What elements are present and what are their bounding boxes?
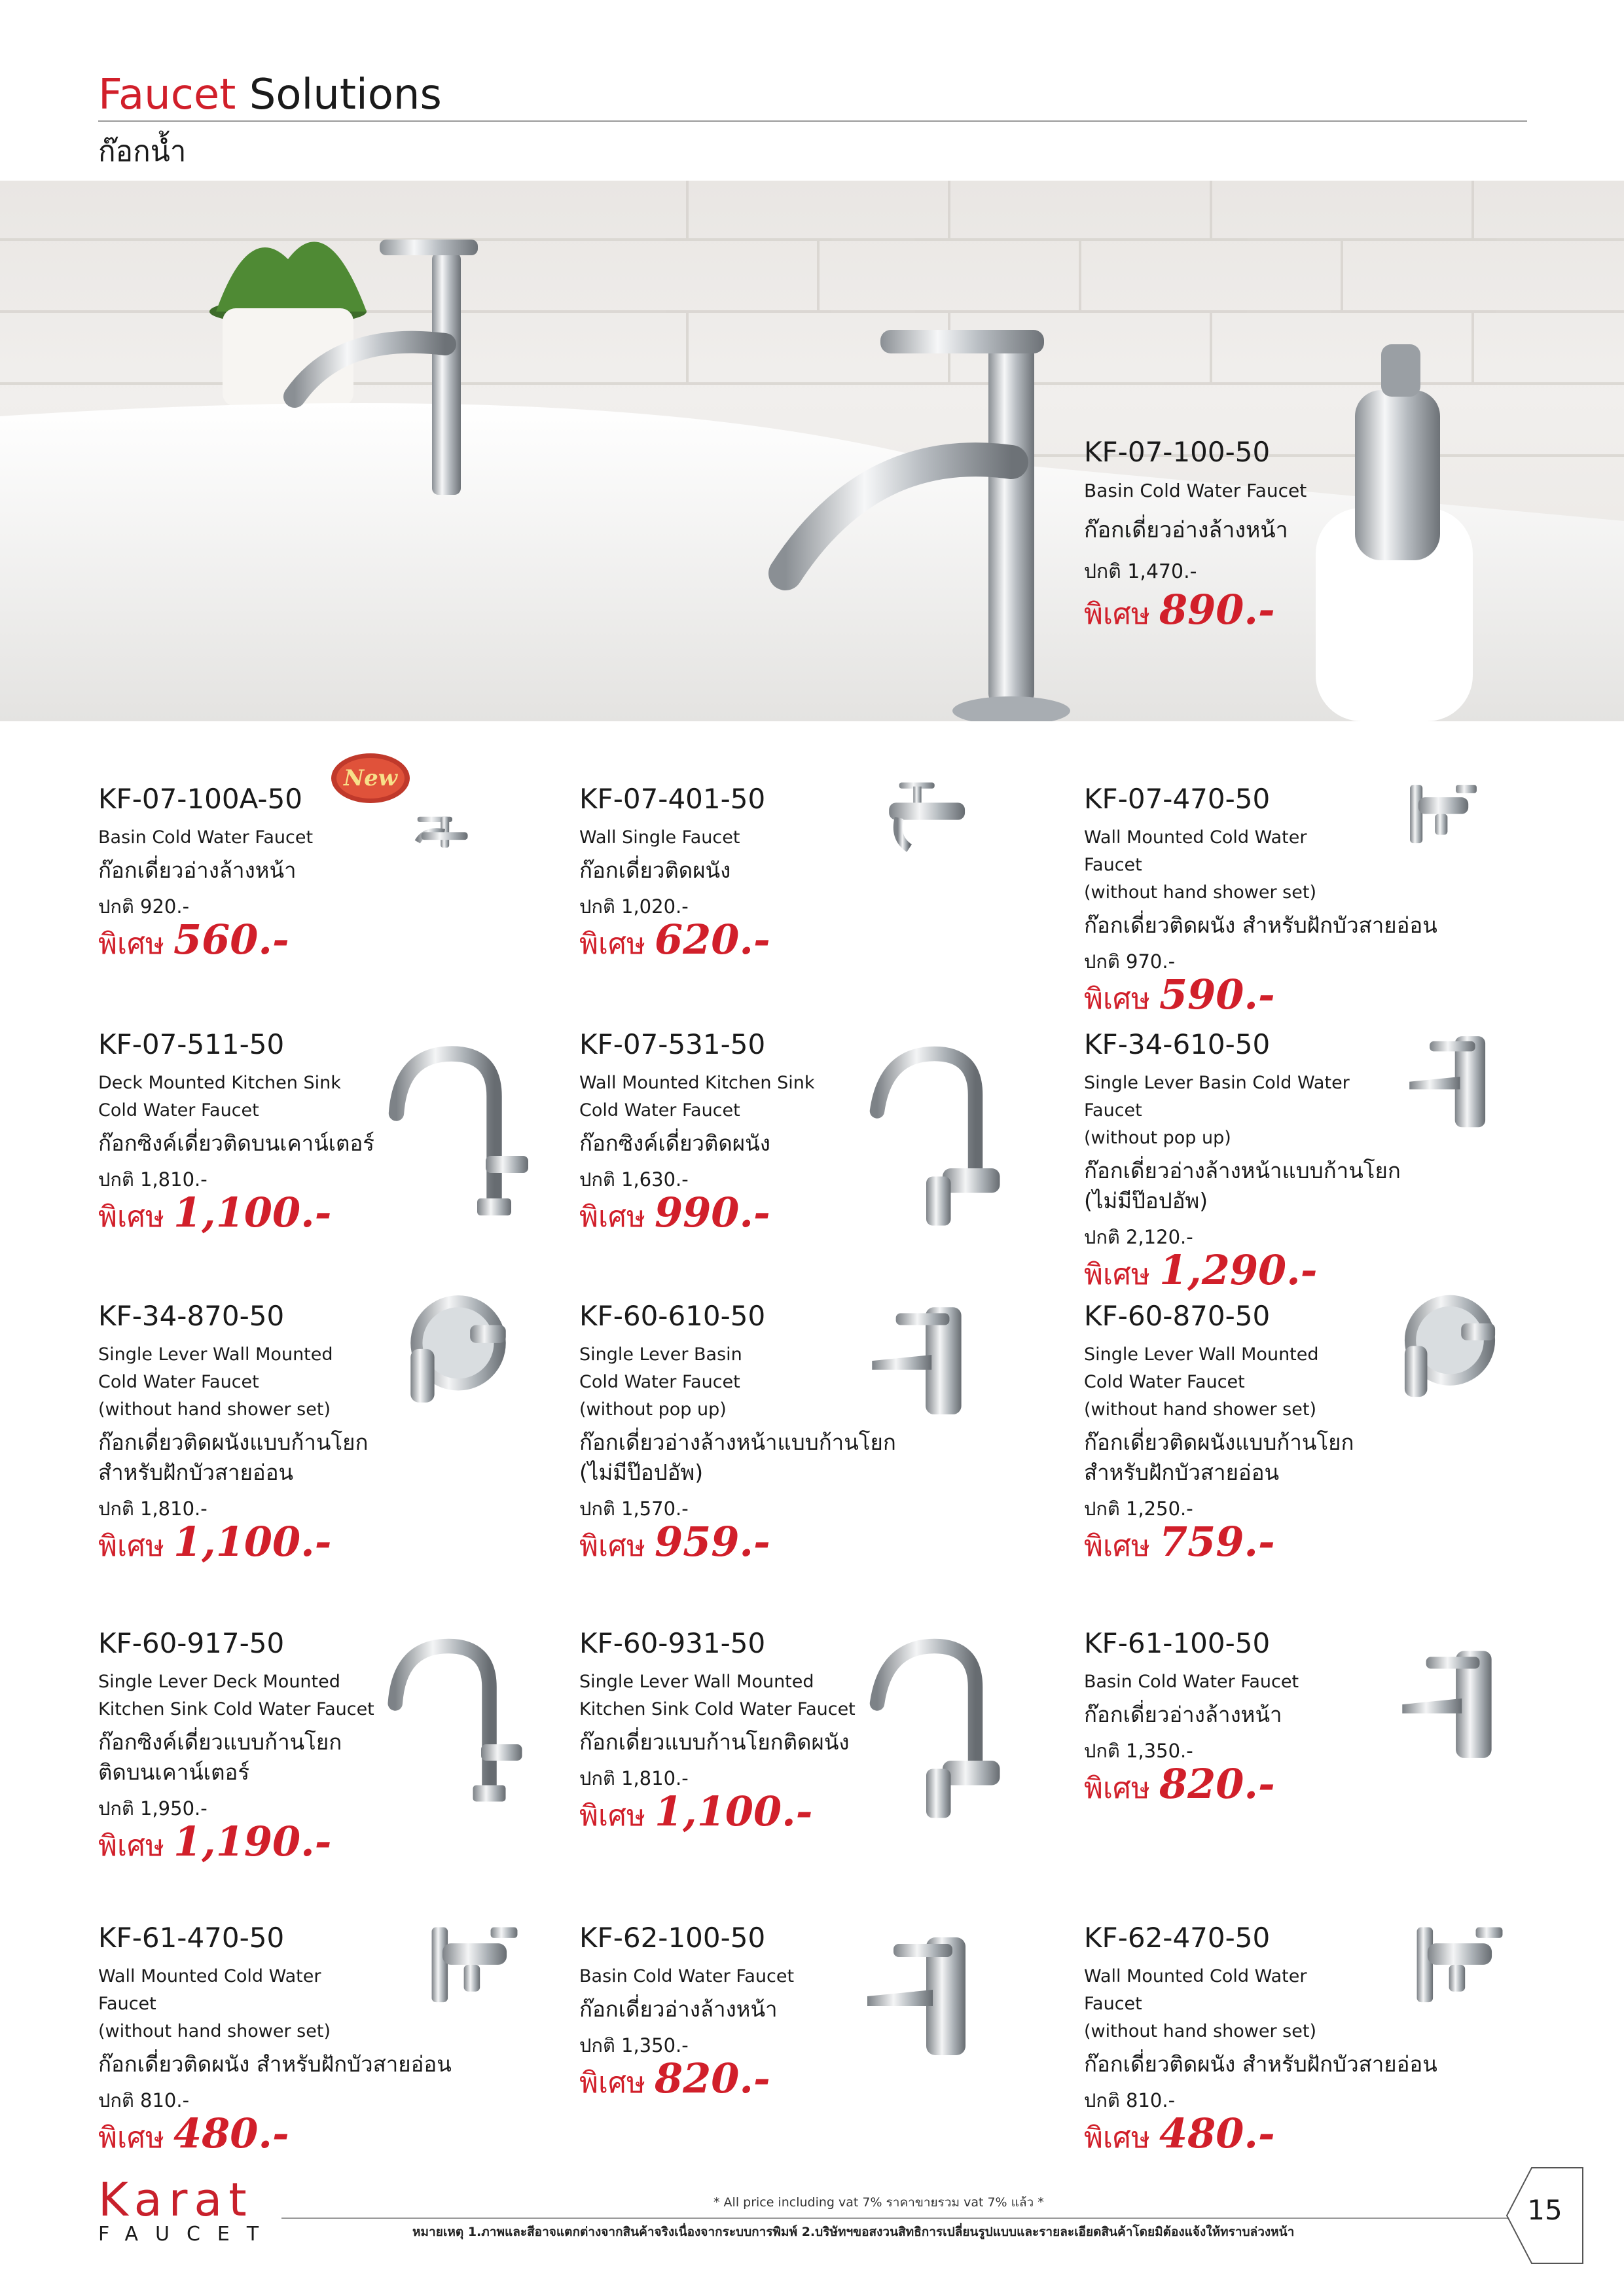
special-label: พิเศษ xyxy=(579,927,645,961)
special-label: พิเศษ xyxy=(1084,1530,1150,1563)
product-thai-name: ก๊อกเดี่ยวติดผนัง xyxy=(579,857,731,883)
product-thai-name: ก๊อกเดี่ยวอ่างล้างหน้า xyxy=(579,1996,778,2022)
special-label: พิเศษ xyxy=(579,2066,645,2100)
normal-price: ปกติ 1,250.- xyxy=(1084,1498,1193,1520)
hero-product-name: Basin Cold Water Faucet xyxy=(1084,480,1307,501)
product-thai-name: ก๊อกเดี่ยวอ่างล้างหน้าแบบก้านโยก (ไม่มีป๊อปอัพ) xyxy=(1084,1158,1401,1213)
product-code: KF-60-870-50 xyxy=(1084,1300,1271,1332)
special-label: พิเศษ xyxy=(1084,598,1150,631)
page-subtitle: ก๊อกน้ำ xyxy=(98,135,187,168)
product-thai-name: ก๊อกซิงค์เดี่ยวแบบก้านโยก ติดบนเคาน์เตอร์ xyxy=(98,1729,342,1785)
product-thai-name: ก๊อกเดี่ยวติดผนัง สำหรับฝักบัวสายอ่อน xyxy=(1084,912,1437,938)
product-name: Wall Mounted Cold Water Faucet (without hand shower set) xyxy=(1084,827,1316,903)
new-badge-text: New xyxy=(344,765,397,791)
normal-price: ปกติ 810.- xyxy=(98,2089,190,2111)
basin-faucet-icon xyxy=(373,805,524,890)
product-name: Single Lever Wall Mounted Kitchen Sink Cold Water Faucet xyxy=(579,1672,856,1719)
brand-name: Karat xyxy=(98,2173,253,2227)
product-code: KF-07-511-50 xyxy=(98,1028,285,1060)
normal-price: ปกติ 970.- xyxy=(1084,950,1176,973)
product-name: Wall Mounted Kitchen Sink Cold Water Faucet xyxy=(579,1073,815,1121)
special-price-value: 480.- xyxy=(1159,2110,1275,2157)
product-thai-name: ก๊อกเดี่ยวอ่างล้างหน้า xyxy=(98,857,297,883)
normal-price: ปกติ 1,630.- xyxy=(579,1168,689,1191)
special-price-value: 820.- xyxy=(1159,1760,1275,1808)
normal-price: ปกติ 810.- xyxy=(1084,2089,1176,2111)
normal-price: ปกติ 2,120.- xyxy=(1084,1226,1193,1248)
product-thai-name: ก๊อกเดี่ยวอ่างล้างหน้า xyxy=(1084,1702,1282,1727)
special-price-value: 1,190.- xyxy=(173,1818,332,1865)
lever-basin-faucet-icon xyxy=(1381,1633,1519,1764)
product-name: Single Lever Basin Cold Water Faucet (without pop up) xyxy=(1084,1073,1350,1148)
product-code: KF-34-610-50 xyxy=(1084,1028,1271,1060)
special-label: พิเศษ xyxy=(1084,2121,1150,2155)
product-code: KF-60-610-50 xyxy=(579,1300,766,1332)
product-name: Wall Mounted Cold Water Faucet (without hand shower set) xyxy=(98,1966,331,2041)
normal-price: ปกติ 1,810.- xyxy=(579,1767,689,1789)
page-title xyxy=(98,71,442,119)
normal-price: ปกติ 1,350.- xyxy=(579,2034,689,2056)
product-name: Deck Mounted Kitchen Sink Cold Water Faucet xyxy=(98,1073,341,1121)
title-rest: Solutions xyxy=(249,71,442,119)
special-price xyxy=(579,918,1038,972)
special-price-value: 1,290.- xyxy=(1159,1246,1318,1294)
hero-product-thai-name: ก๊อกเดี่ยวอ่างล้างหน้า xyxy=(1084,517,1288,543)
special-price xyxy=(98,2112,556,2166)
product-code: KF-61-100-50 xyxy=(1084,1627,1271,1659)
wall-faucet-icon xyxy=(864,772,995,884)
footer-remark: หมายเหตุ 1.ภาพและสีอาจแตกต่างจากสินค้าจริงเนื่องจากระบบการพิมพ์ 2.บริษัทฯขอสงวนสิทธิการเปลี่ยนรูปแบบและรายละเอียดสินค้าโดยมิต้องแจ้งให้ทราบล่วงหน้า xyxy=(412,2225,1295,2239)
product-thai-name: ก๊อกซิงค์เดี่ยวติดผนัง xyxy=(579,1130,770,1156)
product-name: Single Lever Basin Cold Water Faucet (without pop up) xyxy=(579,1344,742,1420)
shower-valve-icon xyxy=(1394,1911,1525,2029)
product-name: Wall Mounted Cold Water Faucet (without hand shower set) xyxy=(1084,1966,1316,2041)
kitchen-faucet-icon xyxy=(367,1015,537,1263)
brand-logo xyxy=(98,2173,276,2246)
lever-basin-faucet-icon xyxy=(1388,1021,1512,1132)
special-price xyxy=(98,918,556,972)
product-name: Basin Cold Water Faucet xyxy=(98,827,314,848)
product-thai-name: ก๊อกเดี่ยวติดผนัง สำหรับฝักบัวสายอ่อน xyxy=(98,2051,452,2077)
product-name: Single Lever Wall Mounted Cold Water Faucet (without hand shower set) xyxy=(98,1344,333,1420)
special-label: พิเศษ xyxy=(579,1799,645,1833)
product-name: Basin Cold Water Faucet xyxy=(1084,1672,1299,1692)
page-number: 15 xyxy=(1527,2194,1562,2226)
normal-price: ปกติ 1,810.- xyxy=(98,1168,208,1191)
title-accent: Faucet xyxy=(98,71,236,119)
footer-divider xyxy=(281,2218,1512,2219)
special-price-value: 1,100.- xyxy=(654,1787,813,1835)
product-name: Basin Cold Water Faucet xyxy=(579,1966,795,1986)
product-name: Single Lever Deck Mounted Kitchen Sink Cold Water Faucet xyxy=(98,1672,374,1719)
product-code: KF-07-470-50 xyxy=(1084,783,1271,815)
special-price xyxy=(1084,2112,1542,2166)
product-thai-name: ก๊อกเดี่ยวติดผนังแบบก้านโยก สำหรับฝักบัวสายอ่อน xyxy=(98,1429,369,1485)
special-label: พิเศษ xyxy=(98,1829,164,1863)
special-label: พิเศษ xyxy=(579,1200,645,1234)
special-price xyxy=(1084,1760,1542,1816)
special-label: พิเศษ xyxy=(579,1530,645,1563)
product-code: KF-07-100A-50 xyxy=(98,783,303,815)
special-price-value: 620.- xyxy=(654,916,770,963)
hero-photo xyxy=(0,181,1624,721)
hero-product-code: KF-07-100-50 xyxy=(1084,436,1271,468)
product-thai-name: ก๊อกซิงค์เดี่ยวติดบนเคาน์เตอร์ xyxy=(98,1130,375,1156)
special-price-value: 560.- xyxy=(173,916,289,963)
product-name: Wall Single Faucet xyxy=(579,827,740,848)
brand-subtitle: FAUCET xyxy=(98,2223,276,2246)
product-name: Single Lever Wall Mounted Cold Water Faucet (without hand shower set) xyxy=(1084,1344,1319,1420)
special-price-value: 590.- xyxy=(1159,971,1275,1018)
shower-valve-icon xyxy=(1401,772,1486,864)
normal-price: ปกติ 920.- xyxy=(98,895,190,918)
hero-normal-price: ปกติ 1,470.- xyxy=(1084,560,1197,583)
special-price-value: 480.- xyxy=(173,2110,289,2157)
special-price-value: 759.- xyxy=(1159,1518,1275,1566)
special-label: พิเศษ xyxy=(1084,1772,1150,1805)
special-label: พิเศษ xyxy=(1084,982,1150,1016)
product-code: KF-34-870-50 xyxy=(98,1300,285,1332)
normal-price: ปกติ 1,810.- xyxy=(98,1498,208,1520)
special-price-value: 1,100.- xyxy=(173,1189,332,1236)
product-code: KF-07-531-50 xyxy=(579,1028,766,1060)
kitchen-faucet-icon xyxy=(367,1613,530,1842)
hero-banner xyxy=(0,181,1624,721)
lever-wall-valve-icon xyxy=(386,1289,530,1420)
product-code: KF-07-401-50 xyxy=(579,783,766,815)
special-price xyxy=(579,2057,1038,2111)
product-code: KF-62-100-50 xyxy=(579,1922,766,1954)
product-code: KF-61-470-50 xyxy=(98,1922,285,1954)
normal-price: ปกติ 1,020.- xyxy=(579,895,689,918)
vat-note: * All price including vat 7% ราคาขายรวม vat 7% แล้ว * xyxy=(713,2195,1044,2210)
special-price xyxy=(1084,973,1542,1027)
product-thai-name: ก๊อกเดี่ยวแบบก้านโยกติดผนัง xyxy=(579,1729,850,1755)
wall-kitchen-faucet-icon xyxy=(844,1015,1008,1257)
special-price-value: 820.- xyxy=(654,2055,770,2102)
special-price xyxy=(98,1520,556,1574)
product-code: KF-62-470-50 xyxy=(1084,1922,1271,1954)
header-divider xyxy=(98,120,1527,122)
special-label: พิเศษ xyxy=(98,1530,164,1563)
normal-price: ปกติ 1,950.- xyxy=(98,1797,208,1820)
special-price-value: 890.- xyxy=(1159,586,1275,634)
normal-price: ปกติ 1,350.- xyxy=(1084,1740,1193,1762)
special-price-value: 990.- xyxy=(654,1189,770,1236)
special-price xyxy=(1084,1520,1542,1574)
shower-valve-icon xyxy=(406,1911,543,2029)
hero-special-price xyxy=(1084,588,1307,642)
product-thai-name: ก๊อกเดี่ยวอ่างล้างหน้าแบบก้านโยก (ไม่มีป๊อปอัพ) xyxy=(579,1429,896,1485)
special-label: พิเศษ xyxy=(98,927,164,961)
lever-basin-faucet-icon xyxy=(844,1918,995,2062)
special-label: พิเศษ xyxy=(1084,1258,1150,1291)
product-thai-name: ก๊อกเดี่ยวติดผนัง สำหรับฝักบัวสายอ่อน xyxy=(1084,2051,1437,2077)
wall-kitchen-faucet-icon xyxy=(844,1613,1008,1842)
normal-price: ปกติ 1,570.- xyxy=(579,1498,689,1520)
special-price-value: 1,100.- xyxy=(173,1518,332,1566)
product-thai-name: ก๊อกเดี่ยวติดผนังแบบก้านโยก สำหรับฝักบัวสายอ่อน xyxy=(1084,1429,1354,1485)
special-price-value: 959.- xyxy=(654,1518,770,1566)
product-code: KF-60-917-50 xyxy=(98,1627,285,1659)
lever-wall-valve-icon xyxy=(1381,1289,1519,1414)
product-code: KF-60-931-50 xyxy=(579,1627,766,1659)
lever-basin-faucet-icon xyxy=(844,1289,995,1420)
special-label: พิเศษ xyxy=(98,1200,164,1234)
special-price xyxy=(579,1520,1038,1574)
special-label: พิเศษ xyxy=(98,2121,164,2155)
hero-product-info xyxy=(1084,436,1307,642)
